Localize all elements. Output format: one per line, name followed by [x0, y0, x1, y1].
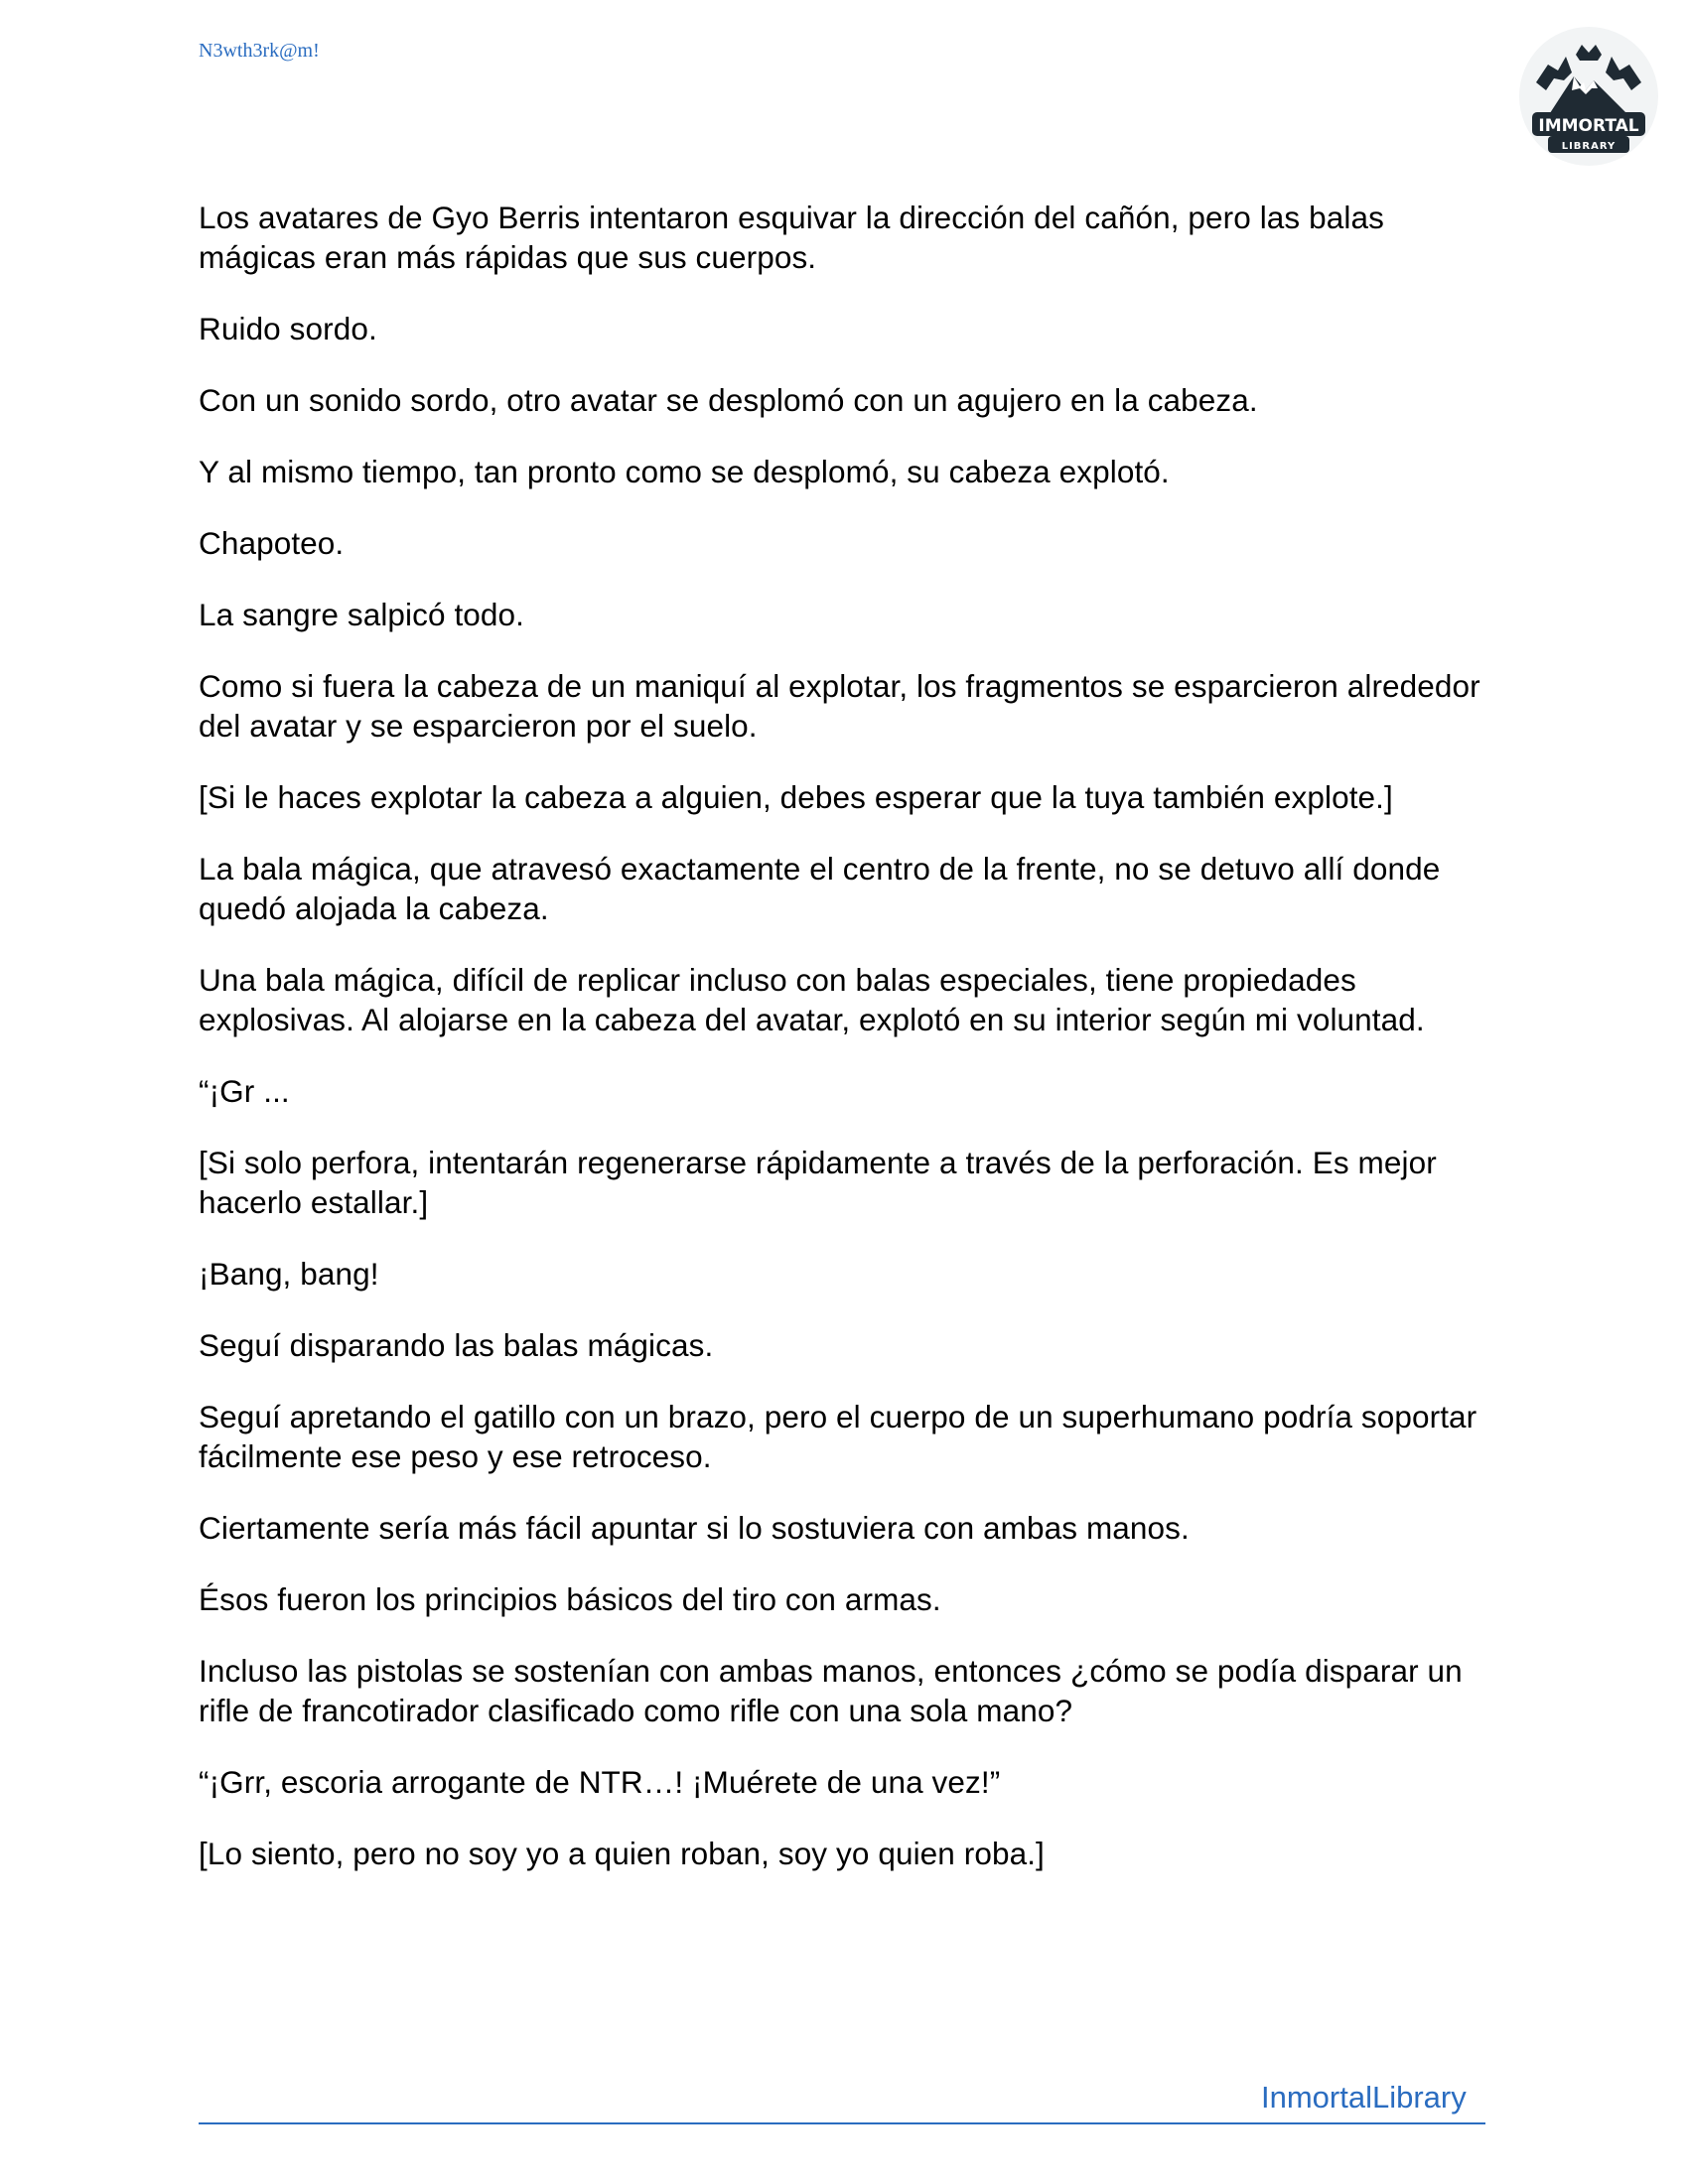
dragon-mountain-emblem-icon — [1514, 25, 1663, 174]
paragraph: Como si fuera la cabeza de un maniquí al explotar, los fragmentos se esparcieron alrededor del avatar y se esparcieron por el suelo. — [199, 668, 1480, 744]
paragraph: Chapoteo. — [199, 525, 345, 561]
footer-library-link[interactable]: InmortalLibrary — [1261, 2080, 1467, 2115]
paragraph: [Si solo perfora, intentarán regenerarse rápidamente a través de la perforación. Es mejor hacerlo estallar.] — [199, 1145, 1437, 1220]
paragraph: “¡Gr ... — [199, 1073, 290, 1109]
paragraph: Ésos fueron los principios básicos del tiro con armas. — [199, 1581, 941, 1617]
logo-top-word: IMMORTAL — [1538, 116, 1639, 136]
paragraph: Incluso las pistolas se sostenían con ambas manos, entonces ¿cómo se podía disparar un rifle de francotirador clasificado como rifle con una sola mano? — [199, 1653, 1463, 1728]
paragraph: Ruido sordo. — [199, 311, 377, 346]
paragraph: Los avatares de Gyo Berris intentaron esquivar la dirección del cañón, pero las balas mágicas eran más rápidas que sus cuerpos. — [199, 200, 1384, 275]
paragraph: Seguí disparando las balas mágicas. — [199, 1327, 714, 1363]
paragraph: “¡Grr, escoria arrogante de NTR…! ¡Muérete de una vez!” — [199, 1764, 1001, 1800]
immortal-library-logo — [1514, 25, 1663, 174]
paragraph: Una bala mágica, difícil de replicar incluso con balas especiales, tiene propiedades explosivas. Al alojarse en la cabeza del avatar, explotó en su interior según mi voluntad. — [199, 962, 1425, 1037]
paragraph: La sangre salpicó todo. — [199, 597, 525, 632]
paragraph: Ciertamente sería más fácil apuntar si lo sostuviera con ambas manos. — [199, 1510, 1190, 1546]
paragraph: [Lo siento, pero no soy yo a quien roban, soy yo quien roba.] — [199, 1836, 1045, 1871]
paragraph: Con un sonido sordo, otro avatar se desplomó con un agujero en la cabeza. — [199, 382, 1258, 418]
paragraph: Seguí apretando el gatillo con un brazo, pero el cuerpo de un superhumano podría soportar fácilmente ese peso y ese retroceso. — [199, 1399, 1477, 1474]
footer-divider — [199, 2122, 1485, 2124]
header-tag: N3wth3rk@m! — [199, 40, 320, 62]
paragraph: Y al mismo tiempo, tan pronto como se desplomó, su cabeza explotó. — [199, 454, 1170, 489]
paragraph: ¡Bang, bang! — [199, 1256, 379, 1292]
paragraph: La bala mágica, que atravesó exactamente el centro de la frente, no se detuvo allí donde quedó alojada la cabeza. — [199, 851, 1441, 926]
chapter-body — [199, 198, 1489, 1905]
logo-bottom-word: LIBRARY — [1561, 141, 1617, 152]
paragraph: [Si le haces explotar la cabeza a alguien, debes esperar que la tuya también explote.] — [199, 779, 1393, 815]
